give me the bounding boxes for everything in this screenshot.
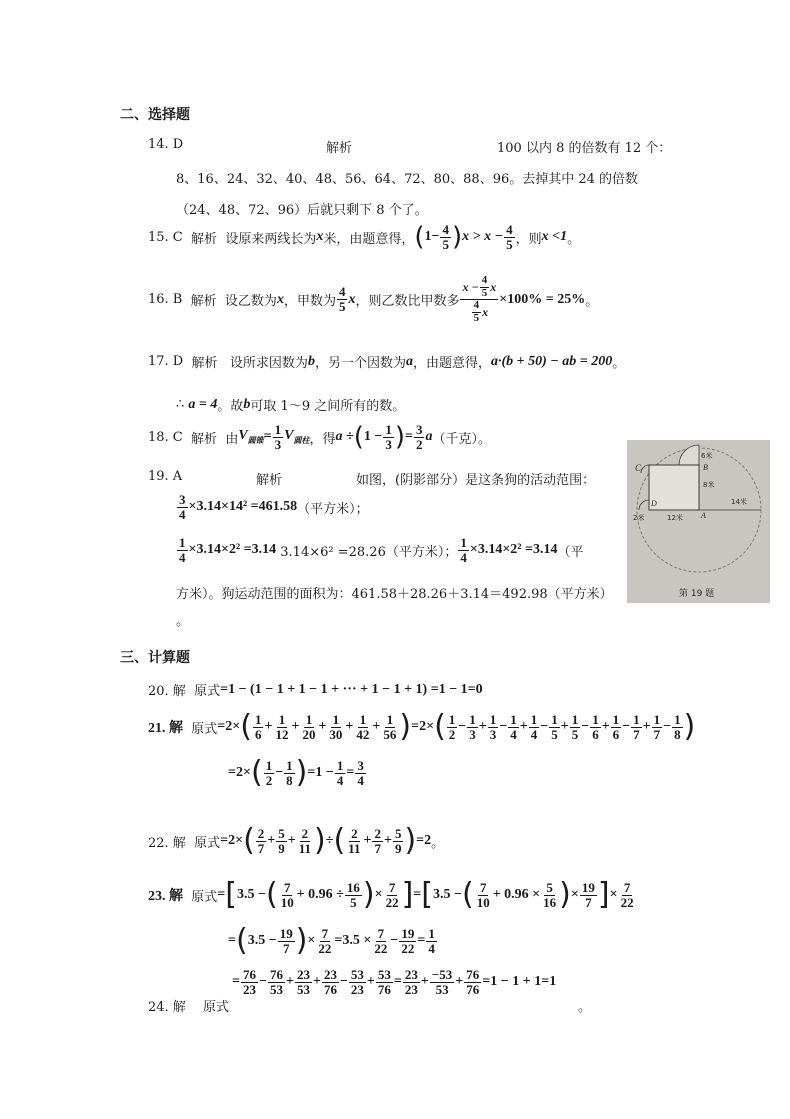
q23-g5: $\frac{1}{4}$ (428, 925, 435, 956)
q17-line-2 (176, 395, 405, 414)
q23-l1f: 3.5 − (432, 887, 462, 902)
q23-l2-lparen: ( (235, 923, 248, 958)
q21-rhs-op-5: − (540, 719, 549, 734)
q22-b-frac-0: $\frac{2}{11}$ (348, 825, 361, 856)
q15-tag: 解析 (191, 231, 218, 247)
q18-paren-open: ( (353, 422, 364, 452)
q22-end: 。 (431, 835, 445, 851)
q19-expr-1: ×3.14×14² =461.58 (188, 499, 298, 515)
q23-l2d: =3.5 × (334, 933, 372, 948)
q24-term-frac-1: $\frac{76}{53}$ (269, 967, 283, 997)
q15-text-1: 设原来两线长为 (225, 231, 317, 247)
q21-rhs-frac-11: $\frac{1}{8}$ (674, 711, 681, 742)
q20-line (148, 680, 483, 699)
q18-v-cyl: $V_{圆柱}$ (284, 428, 310, 445)
q23-rbracket-2: ] (597, 877, 610, 912)
q21-l2-lparen: ( (250, 755, 263, 790)
q22-a-frac-2: $\frac{2}{11}$ (298, 825, 312, 856)
q22-lparen-2: ( (333, 823, 346, 858)
q21-rhs-frac-8: $\frac{1}{6}$ (612, 711, 620, 742)
q21-rhs-op-2: + (478, 719, 487, 734)
q21-l2-frac-2: $\frac{1}{8}$ (286, 757, 293, 788)
q19-expr-2: ×3.14×2² =3.14 (188, 542, 277, 558)
q22-a-frac-1: $\frac{5}{9}$ (278, 825, 285, 856)
corner-d-arc (639, 500, 649, 510)
q21-rhs-frac-6: $\frac{1}{5}$ (571, 711, 579, 742)
q21-line-1 (148, 709, 696, 744)
q22-b-frac-1: $\frac{2}{7}$ (374, 825, 381, 856)
q23-l2-rparen: ) (295, 923, 308, 958)
q15-text-3: ，则 (515, 231, 542, 247)
q21-rhs-op-4: + (519, 719, 528, 734)
q19-unit-3: （平 (557, 544, 584, 560)
q24-r-op-2: + (455, 974, 464, 990)
label-c: C (635, 463, 642, 473)
q23-g4: $\frac{19}{22}$ (401, 925, 415, 956)
q24-term-frac-4: $\frac{53}{23}$ (350, 967, 364, 997)
q21-lhs-op-2: + (291, 719, 300, 734)
q21-rhs-frac-5: $\frac{1}{5}$ (551, 711, 558, 742)
q21-lhs-op-1: + (264, 719, 273, 734)
q15-frac-a: $\frac{4}{5}$ (442, 221, 449, 252)
q19-figure-svg (627, 440, 770, 603)
label-6m: 6米 (701, 452, 713, 460)
q17-tag: 解析 (191, 356, 218, 371)
q23-lparen: ( (265, 877, 278, 912)
q24-term-frac-3: $\frac{23}{76}$ (323, 967, 337, 997)
q23-f7: $\frac{7}{22}$ (620, 879, 634, 910)
q23-line-1 (148, 877, 637, 912)
q17-text-2: ，另一个因数为 (314, 356, 406, 371)
q21-rhs-frac-4: $\frac{1}{4}$ (530, 711, 538, 742)
q14-number: 14. D (148, 137, 184, 152)
label-a: A (701, 511, 706, 520)
q24-term-op-2: + (285, 974, 294, 990)
q23-l1e: = (413, 887, 422, 902)
q20-lead: 原式 (194, 684, 221, 699)
q15-line (148, 222, 580, 252)
q21-l2-frac-3: $\frac{1}{4}$ (336, 757, 344, 788)
q17-text-1: 设所求因数为 (229, 356, 308, 371)
q24-eq: = (232, 974, 240, 990)
q23-number: 23. 解 (148, 889, 183, 904)
q24-r-frac-0: $\frac{23}{23}$ (404, 967, 418, 997)
q24-terms (240, 968, 394, 996)
q22-lparen: ( (243, 823, 255, 858)
q24-eq-2: = (393, 974, 402, 990)
q22-result: =2 (416, 833, 432, 848)
q16-tag: 解析 (190, 294, 217, 310)
q21-lhs-frac-5: $\frac{1}{56}$ (383, 711, 397, 742)
q18-frac-third: $\frac{1}{3}$ (274, 421, 282, 452)
q23-l2f: = (417, 933, 426, 948)
q23-l2-eq: = (228, 933, 236, 948)
q19-frac-1-4: $\frac{1}{4}$ (179, 535, 186, 565)
q24-r-frac-1: $\frac{-53}{53}$ (431, 967, 453, 997)
q22-group-b (345, 827, 404, 855)
q24-term-frac-0: $\frac{76}{23}$ (242, 967, 256, 997)
q19-text-5: 。 (176, 614, 190, 629)
q19-line-3 (176, 536, 584, 564)
q17-equation: a·(b + 50) − ab = 200 (490, 353, 613, 369)
q24-term-frac-5: $\frac{53}{76}$ (377, 967, 391, 997)
q23-g2: $\frac{7}{22}$ (318, 925, 332, 956)
q18-text-2: ，得 (309, 431, 336, 447)
q21-l2-eq: =2× (228, 765, 251, 780)
q21-lhs-op-4: + (345, 719, 354, 734)
q21-rhs-frac-1: $\frac{1}{3}$ (469, 711, 476, 742)
q24-r-op-1: + (420, 974, 429, 990)
section-title-choice: 二、选择题 (120, 107, 190, 123)
q24-expr (232, 968, 556, 996)
q22-rparen: ) (314, 823, 326, 858)
q19-frac-1-4-b: $\frac{1}{4}$ (460, 535, 467, 565)
q24-number: 24. 解 (148, 1000, 186, 1015)
q19-text-1: 如图，(阴影部分）是这条狗的活动范围： (356, 473, 596, 488)
q16-compound-frac: x − $\frac{4}{5}$ x $\frac{4}{5}$ x (462, 274, 497, 324)
q21-lhs-frac-0: $\frac{1}{6}$ (254, 711, 262, 742)
q23-f4: $\frac{7}{10}$ (476, 879, 490, 910)
q21-rhs-op-7: − (581, 719, 590, 734)
q21-rhs-op-3: − (499, 719, 508, 734)
q21-eq-2: =2× (411, 719, 435, 734)
q23-f3: $\frac{7}{22}$ (385, 879, 399, 910)
q22-div: ÷ (325, 833, 334, 848)
q24-lead: 原式 (203, 1000, 230, 1015)
q18-line (148, 422, 491, 452)
q15-result: x <1 (541, 229, 568, 244)
q17-b-2: b (243, 396, 251, 412)
q22-b-op-1: + (363, 833, 372, 848)
q17-text-3: ，由题意得， (412, 356, 491, 371)
q22-rparen-2: ) (404, 823, 417, 858)
label-12m: 12米 (667, 514, 683, 522)
q18-text-3: （千克）。 (432, 431, 491, 447)
q21-rhs-op-10: + (642, 719, 651, 734)
q21-eq: =2× (217, 719, 241, 734)
q15-ineq: x > x − (462, 229, 504, 244)
q15-end: 。 (567, 231, 581, 247)
q24-term-op-5: + (366, 974, 375, 990)
q20-expr: =1 − (1 − 1 + 1 − 1 + ··· + 1 − 1 + 1) =1 − 1=0 (220, 681, 483, 697)
q16-frac-a: $\frac{4}{5}$ (338, 284, 346, 315)
q22-b-op-2: + (383, 833, 392, 848)
q18-a-2: a (425, 429, 433, 444)
q24-term-frac-2: $\frac{23}{53}$ (296, 967, 310, 997)
q21-l2-rparen: ) (295, 755, 308, 790)
q23-line-2 (228, 923, 438, 958)
q19-number: 19. A (148, 469, 183, 484)
q21-l2-c: = (346, 765, 355, 780)
q17-line (148, 352, 625, 371)
q19-expr-3: ×3.14×2² =3.14 (469, 542, 558, 558)
q21-rhs-frac-2: $\frac{1}{3}$ (489, 711, 497, 742)
q16-text-2: ，甲数为 (283, 294, 336, 310)
q23-l1d: × (374, 887, 383, 902)
q21-rhs-frac-9: $\frac{1}{7}$ (633, 711, 640, 742)
q23-l2c: × (307, 933, 316, 948)
q16-var: x (276, 291, 284, 307)
q17-therefore: ∴ (176, 397, 185, 412)
q21-rhs-frac-3: $\frac{1}{4}$ (510, 711, 517, 742)
q21-rparen-2: ) (683, 709, 696, 744)
label-14m: 14米 (731, 498, 747, 506)
q24-term-op-3: + (312, 974, 321, 990)
q18-rhs: = (405, 429, 413, 444)
q24-reduced (402, 968, 482, 996)
q19-frac-3-4: $\frac{3}{4}$ (179, 492, 186, 522)
q15-number: 15. C (148, 229, 183, 245)
q23-rbracket: ] (401, 877, 414, 912)
q23-l1h: × (570, 887, 579, 902)
q23-l1c: + 0.96 ÷ (296, 887, 344, 902)
q23-lparen-2: ( (461, 877, 474, 912)
q16-number: 16. B (148, 292, 183, 308)
q21-rhs-op-9: − (622, 719, 631, 734)
q15-var: x (316, 229, 324, 244)
q23-g1: $\frac{19}{7}$ (279, 925, 293, 956)
q21-lhs (252, 713, 399, 741)
q21-lhs-op-3: + (318, 719, 327, 734)
q24-r-frac-2: $\frac{76}{76}$ (466, 967, 480, 997)
q24-result: =1 − 1 + 1=1 (482, 974, 557, 990)
q14-text-1: 100 以内 8 的倍数有 12 个： (497, 141, 672, 156)
q17-a: a (405, 353, 413, 369)
q18-frac-third-2: $\frac{1}{3}$ (385, 421, 392, 452)
label-d: D (651, 499, 657, 508)
q21-line-2 (228, 755, 367, 790)
q21-rhs-frac-7: $\frac{1}{6}$ (592, 711, 599, 742)
q23-l1b: 3.5 − (236, 887, 266, 902)
q23-l2b: 3.5 − (247, 933, 277, 948)
q16-text-3: ，则乙数比甲数多 (355, 294, 460, 310)
q23-l1g: + 0.96 × (492, 887, 541, 902)
q14-tag: 解析 (326, 141, 353, 156)
q23-g3: $\frac{7}{22}$ (374, 925, 388, 956)
q22-eq: =2× (220, 833, 244, 848)
q23-l2e: − (390, 933, 399, 948)
q15-minus: − (431, 229, 440, 244)
q18-v-cone: $V_{圆锥}$ (238, 428, 264, 445)
q19-tag: 解析 (256, 473, 283, 488)
label-8m: 8米 (703, 481, 715, 489)
q18-a: a ÷ (335, 429, 354, 444)
q22-a-op-1: + (267, 833, 276, 848)
q21-rhs (446, 713, 684, 741)
q21-lead: 原式 (191, 721, 218, 737)
q19-expr-2b: 3.14×6² =28.26（平方米）； (280, 544, 458, 560)
q21-l2-frac-4: $\frac{3}{4}$ (357, 757, 364, 788)
figure-caption: 第 19 题 (679, 589, 715, 599)
q18-text-1: 由 (225, 431, 239, 447)
q21-l2-b: =1 − (307, 765, 334, 780)
q18-tag: 解析 (191, 431, 218, 447)
q21-lhs-frac-4: $\frac{1}{42}$ (356, 711, 370, 742)
q23-lbracket-2: [ (421, 877, 433, 912)
q23-rparen: ) (362, 877, 375, 912)
q23-lead: 原式 (191, 889, 218, 905)
q19-figure (627, 440, 770, 603)
corner-c-arc (641, 465, 649, 473)
q21-number: 21. 解 (148, 721, 183, 736)
q24-end: 。 (578, 1000, 592, 1015)
q22-number: 22. 解 (148, 835, 186, 851)
top-arc-shape (679, 445, 699, 465)
q22-lead: 原式 (194, 835, 221, 851)
q17-a-value: a = 4 (188, 396, 218, 412)
q22-b-frac-2: $\frac{5}{9}$ (394, 825, 402, 856)
q22-group-a (255, 827, 314, 855)
q18-one: 1 − (363, 429, 383, 444)
q22-a-op-2: + (287, 833, 296, 848)
q17-l2-text-2: 可取 1～9 之间所有的数。 (250, 399, 406, 414)
q21-l2-minus: − (275, 765, 284, 780)
q15-one: 1 (424, 229, 432, 244)
q14-text-2: 8、16、24、32、40、48、56、64、72、80、88、96。去掉其中 24 的倍数 (176, 172, 639, 187)
q21-rhs-frac-10: $\frac{1}{7}$ (653, 711, 661, 742)
q17-end: 。 (612, 356, 626, 371)
q21-lhs-frac-2: $\frac{1}{20}$ (302, 711, 316, 742)
q21-lparen-2: ( (434, 709, 446, 744)
label-2m: 2米 (633, 514, 645, 522)
q23-f1: $\frac{7}{10}$ (280, 879, 294, 910)
q21-lparen: ( (240, 709, 252, 744)
q17-number: 17. D (148, 354, 184, 369)
q21-rhs-frac-0: $\frac{1}{2}$ (448, 711, 456, 742)
label-b: B (703, 463, 708, 472)
q14-text-3: （24、48、72、96）后就只剩下 8 个了。 (176, 203, 428, 218)
q21-rhs-op-11: − (663, 719, 672, 734)
q19-text-4: 方米）。狗运动范围的面积为：461.58＋28.26＋3.14＝492.98（平方米） (176, 587, 613, 602)
q23-lbracket: [ (225, 877, 237, 912)
q15-text-2: 米，由题意得， (323, 231, 415, 247)
q23-f6: $\frac{19}{7}$ (581, 879, 595, 910)
q16-result: ×100% = 25% (499, 291, 586, 307)
q18-paren-close: ) (394, 422, 405, 452)
q21-rparen: ) (399, 709, 412, 744)
q16-var-2: x (348, 291, 356, 307)
q22-line (148, 823, 445, 858)
q23-f2: $\frac{16}{5}$ (346, 879, 360, 910)
q23-rparen-2: ) (559, 877, 571, 912)
q20-number: 20. 解 (148, 684, 186, 699)
q21-rhs-op-8: + (601, 719, 610, 734)
q21-rhs-op-6: + (560, 719, 569, 734)
q21-lhs-op-5: + (372, 719, 381, 734)
q18-eq: = (263, 429, 272, 444)
q16-text-1: 设乙数为 (224, 294, 277, 310)
q18-number: 18. C (148, 429, 183, 445)
q16-line (148, 275, 598, 324)
q15-frac-b: $\frac{4}{5}$ (506, 221, 513, 252)
q15-paren-close: ) (451, 222, 463, 252)
q22-a-frac-0: $\frac{2}{7}$ (257, 825, 265, 856)
q23-l1i: × (609, 887, 618, 902)
q23-eq: = (217, 887, 226, 902)
q21-l2-frac-1: $\frac{1}{2}$ (265, 757, 273, 788)
q16-end: 。 (585, 294, 599, 310)
q17-b: b (307, 353, 315, 369)
q24-term-op-4: − (339, 974, 348, 990)
q21-lhs-frac-1: $\frac{1}{12}$ (275, 711, 289, 742)
q18-frac-3-2: $\frac{3}{2}$ (415, 421, 423, 452)
q19-unit-1: （平方米）； (297, 501, 369, 517)
q15-paren-open: ( (414, 222, 425, 252)
q24-term-op-1: − (258, 974, 267, 990)
q19-line-2 (176, 493, 369, 521)
section-title-calc: 三、计算题 (120, 650, 190, 666)
q23-f5: $\frac{5}{16}$ (543, 879, 557, 910)
q21-lhs-frac-3: $\frac{1}{30}$ (329, 711, 343, 742)
q17-l2-text: 。故 (217, 399, 244, 414)
q21-rhs-op-1: − (458, 719, 467, 734)
